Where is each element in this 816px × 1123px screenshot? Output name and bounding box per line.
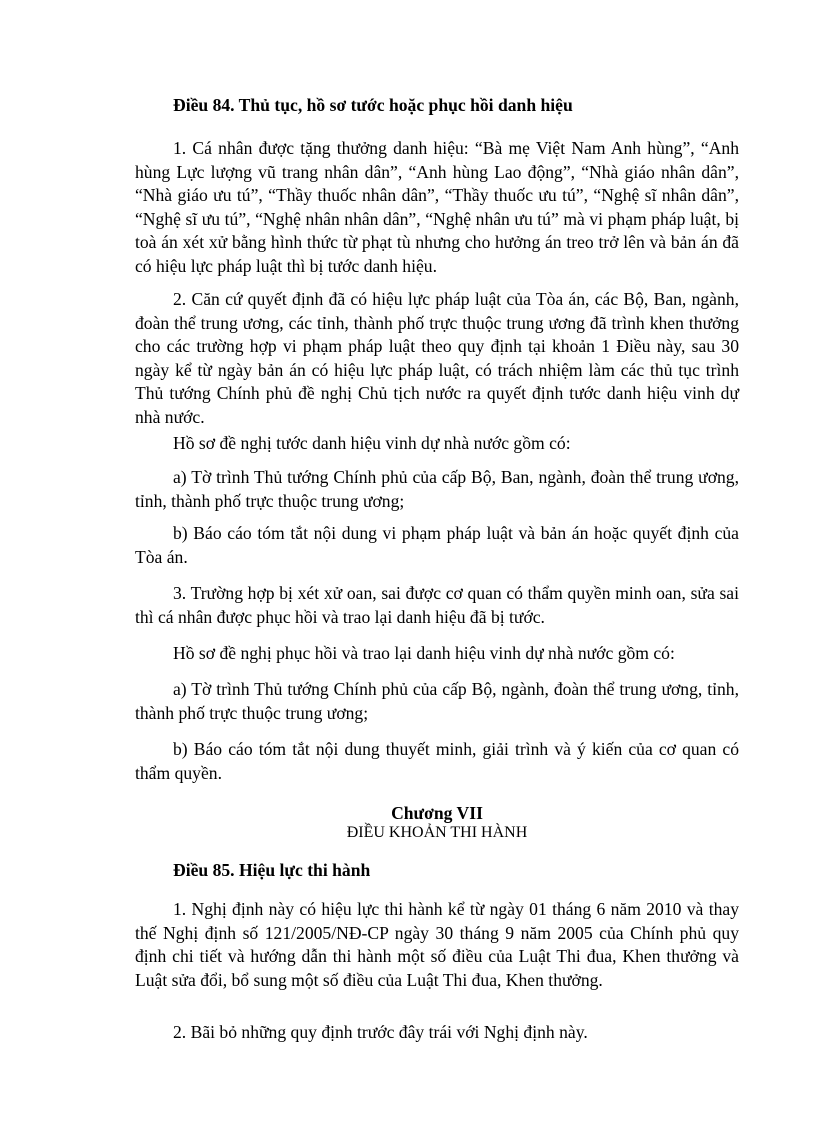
revocation-dossier-intro: Hồ sơ đề nghị tước danh hiệu vinh dự nhà nước gồm có:	[173, 433, 571, 453]
article-84-clause-2: 2. Căn cứ quyết định đã có hiệu lực pháp luật của Tòa án, các Bộ, Ban, ngành, đoàn thể trung ương, các tỉnh, thành phố trực thuộc trung ương đã trình khen thưởng cho các trường hợp vi phạm pháp luật theo quy định tại khoản 1 Điều này, sau 30 ngày kể từ ngày bản án có hiệu lực pháp luật, có trách nhiệm làm các thủ tục trình Thủ tướng Chính phủ đề nghị Chủ tịch nước ra quyết định tước danh hiệu vinh dự nhà nước.	[135, 289, 739, 427]
revocation-dossier-item-a: a) Tờ trình Thủ tướng Chính phủ của cấp Bộ, Ban, ngành, đoàn thể trung ương, tỉnh, thành phố trực thuộc trung ương;	[135, 467, 739, 511]
restoration-dossier-item-a: a) Tờ trình Thủ tướng Chính phủ của cấp Bộ, ngành, đoàn thể trung ương, tỉnh, thành phố trực thuộc trung ương;	[135, 679, 739, 723]
article-84-clause-1: 1. Cá nhân được tặng thưởng danh hiệu: “Bà mẹ Việt Nam Anh hùng”, “Anh hùng Lực lượng vũ trang nhân dân”, “Anh hùng Lao động”, “Nhà giáo nhân dân”, “Nhà giáo ưu tú”, “Thầy thuốc nhân dân”, “Thầy thuốc ưu tú”, “Nghệ sĩ nhân dân”, “Nghệ sĩ ưu tú”, “Nghệ nhân nhân dân”, “Nghệ nhân ưu tú” mà vi phạm pháp luật, bị toà án xét xử bằng hình thức từ phạt tù nhưng cho hưởng án treo trở lên và bản án đã có hiệu lực pháp luật thì bị tước danh hiệu.	[135, 138, 739, 276]
restoration-dossier-item-b: b) Báo cáo tóm tắt nội dung thuyết minh, giải trình và ý kiến của cơ quan có thẩm quyền.	[135, 739, 739, 783]
article-85-title: Điều 85. Hiệu lực thi hành	[173, 860, 371, 880]
article-84-title: Điều 84. Thủ tục, hồ sơ tước hoặc phục hồi danh hiệu	[173, 95, 573, 115]
article-85-clause-2: 2. Bãi bỏ những quy định trước đây trái với Nghị định này.	[173, 1022, 588, 1042]
revocation-dossier-item-b: b) Báo cáo tóm tắt nội dung vi phạm pháp luật và bản án hoặc quyết định của Tòa án.	[135, 523, 739, 567]
article-85-clause-1: 1. Nghị định này có hiệu lực thi hành kể từ ngày 01 tháng 6 năm 2010 và thay thế Nghị định số 121/2005/NĐ-CP ngày 30 tháng 9 năm 2005 của Chính phủ quy định chi tiết và hướng dẫn thi hành một số điều của Luật Thi đua, Khen thưởng và Luật sửa đổi, bổ sung một số điều của Luật Thi đua, Khen thưởng.	[135, 899, 739, 990]
chapter-subtitle: ĐIỀU KHOẢN THI HÀNH	[346, 824, 528, 841]
article-84-clause-3: 3. Trường hợp bị xét xử oan, sai được cơ quan có thẩm quyền minh oan, sửa sai thì cá nhân được phục hồi và trao lại danh hiệu đã bị tước.	[135, 583, 739, 627]
chapter-title: Chương VII	[391, 803, 483, 823]
restoration-dossier-intro: Hồ sơ đề nghị phục hồi và trao lại danh hiệu vinh dự nhà nước gồm có:	[173, 643, 675, 663]
